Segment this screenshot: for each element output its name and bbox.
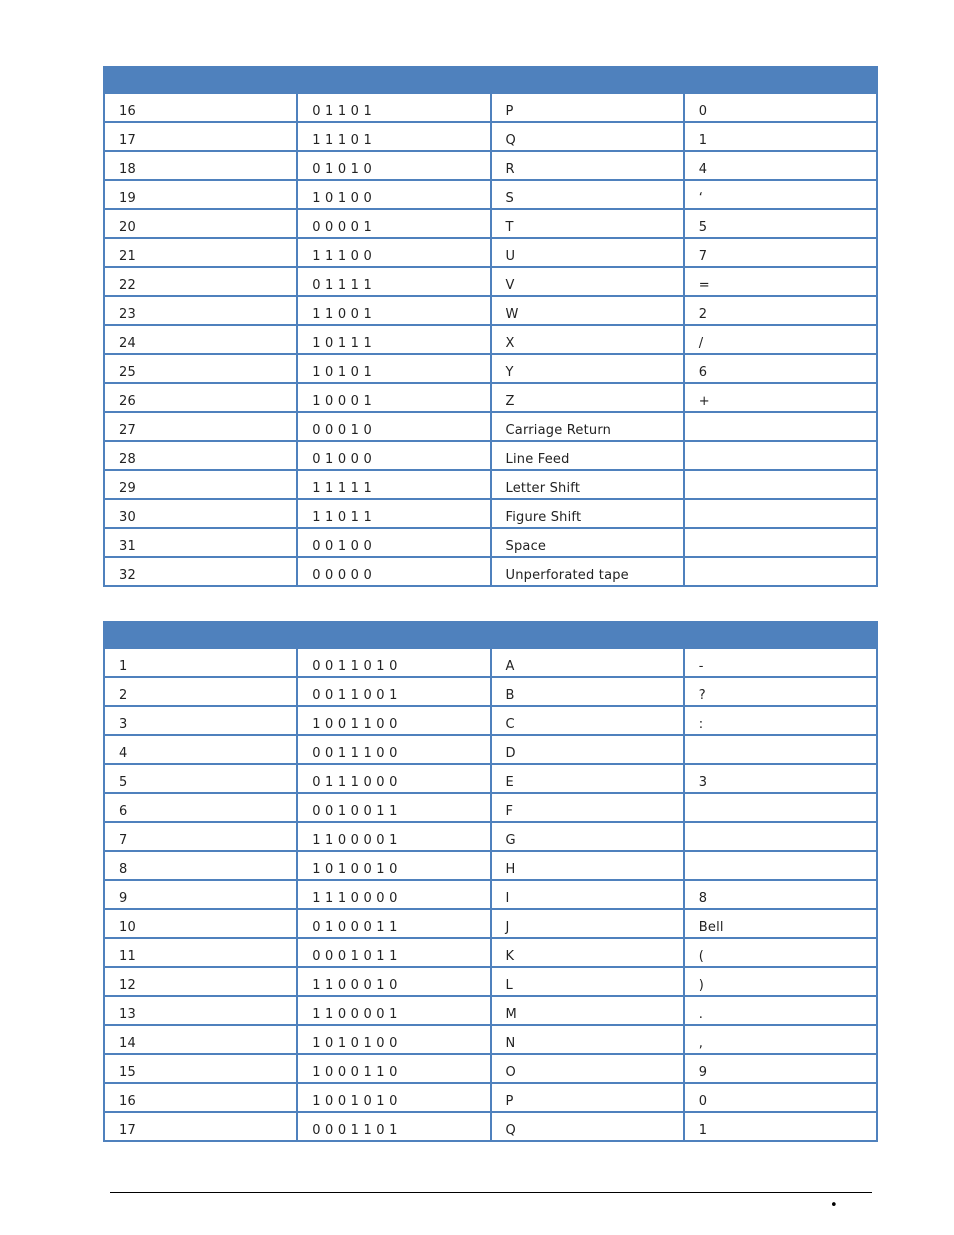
number-cell: 10 bbox=[104, 909, 297, 938]
code-cell: 0 0 1 1 0 0 1 bbox=[297, 677, 490, 706]
code-cell: 1 0 0 1 1 0 0 bbox=[297, 706, 490, 735]
table-row bbox=[104, 648, 877, 677]
letter-cell: F bbox=[491, 793, 684, 822]
code-cell: 1 1 0 1 1 bbox=[297, 499, 490, 528]
footer-bullet: • bbox=[830, 1198, 838, 1213]
figure-cell: ‘ bbox=[684, 180, 877, 209]
letter-cell: I bbox=[491, 880, 684, 909]
table-row bbox=[104, 325, 877, 354]
header-cell bbox=[684, 67, 877, 93]
code-cell: 0 0 0 0 0 bbox=[297, 557, 490, 586]
number-cell: 11 bbox=[104, 938, 297, 967]
header-cell bbox=[297, 67, 490, 93]
number-cell: 16 bbox=[104, 1083, 297, 1112]
figure-cell: . bbox=[684, 996, 877, 1025]
number-cell: 26 bbox=[104, 383, 297, 412]
letter-cell: Q bbox=[491, 122, 684, 151]
code-cell: 1 0 1 0 0 bbox=[297, 180, 490, 209]
code-cell: 0 1 1 1 1 bbox=[297, 267, 490, 296]
letter-cell: A bbox=[491, 648, 684, 677]
figure-cell: ? bbox=[684, 677, 877, 706]
figure-cell bbox=[684, 793, 877, 822]
code-cell: 0 1 0 0 0 1 1 bbox=[297, 909, 490, 938]
letter-cell: K bbox=[491, 938, 684, 967]
code-cell: 1 1 0 0 1 bbox=[297, 296, 490, 325]
code-cell: 0 0 0 1 0 1 1 bbox=[297, 938, 490, 967]
table-row bbox=[104, 880, 877, 909]
table-row bbox=[104, 470, 877, 499]
table-row bbox=[104, 383, 877, 412]
table-row bbox=[104, 296, 877, 325]
figure-cell: + bbox=[684, 383, 877, 412]
letter-cell: Y bbox=[491, 354, 684, 383]
figure-cell bbox=[684, 412, 877, 441]
letter-cell: E bbox=[491, 764, 684, 793]
letter-cell: H bbox=[491, 851, 684, 880]
figure-cell bbox=[684, 557, 877, 586]
code-cell: 1 0 1 0 0 1 0 bbox=[297, 851, 490, 880]
code-cell: 1 0 1 0 1 bbox=[297, 354, 490, 383]
code-cell: 0 0 1 0 0 1 1 bbox=[297, 793, 490, 822]
code-table-2-body bbox=[104, 622, 877, 1141]
table-row bbox=[104, 909, 877, 938]
figure-cell: Bell bbox=[684, 909, 877, 938]
letter-cell: Space bbox=[491, 528, 684, 557]
number-cell: 13 bbox=[104, 996, 297, 1025]
number-cell: 1 bbox=[104, 648, 297, 677]
letter-cell: P bbox=[491, 1083, 684, 1112]
code-cell: 1 1 0 0 0 0 1 bbox=[297, 996, 490, 1025]
letter-cell: J bbox=[491, 909, 684, 938]
figure-cell: 3 bbox=[684, 764, 877, 793]
code-cell: 1 0 1 0 1 0 0 bbox=[297, 1025, 490, 1054]
number-cell: 21 bbox=[104, 238, 297, 267]
figure-cell bbox=[684, 735, 877, 764]
table-row bbox=[104, 851, 877, 880]
figure-cell: - bbox=[684, 648, 877, 677]
letter-cell: L bbox=[491, 967, 684, 996]
code-cell: 1 1 0 0 0 1 0 bbox=[297, 967, 490, 996]
letter-cell: Carriage Return bbox=[491, 412, 684, 441]
code-cell: 0 0 1 1 1 0 0 bbox=[297, 735, 490, 764]
code-cell: 1 0 1 1 1 bbox=[297, 325, 490, 354]
code-cell: 1 1 1 0 0 0 0 bbox=[297, 880, 490, 909]
table-row bbox=[104, 1054, 877, 1083]
figure-cell: 2 bbox=[684, 296, 877, 325]
table-row bbox=[104, 412, 877, 441]
table-row bbox=[104, 499, 877, 528]
figure-cell: 1 bbox=[684, 1112, 877, 1141]
letter-cell: Figure Shift bbox=[491, 499, 684, 528]
number-cell: 16 bbox=[104, 93, 297, 122]
code-cell: 0 1 0 0 0 bbox=[297, 441, 490, 470]
number-cell: 2 bbox=[104, 677, 297, 706]
figure-cell: 5 bbox=[684, 209, 877, 238]
letter-cell: D bbox=[491, 735, 684, 764]
number-cell: 8 bbox=[104, 851, 297, 880]
header-cell bbox=[491, 622, 684, 648]
letter-cell: P bbox=[491, 93, 684, 122]
figure-cell: 0 bbox=[684, 93, 877, 122]
figure-cell: 6 bbox=[684, 354, 877, 383]
table-row bbox=[104, 996, 877, 1025]
figure-cell: 4 bbox=[684, 151, 877, 180]
table-row bbox=[104, 180, 877, 209]
letter-cell: N bbox=[491, 1025, 684, 1054]
code-cell: 1 1 1 1 1 bbox=[297, 470, 490, 499]
number-cell: 32 bbox=[104, 557, 297, 586]
code-cell: 0 0 0 0 1 bbox=[297, 209, 490, 238]
code-cell: 0 1 1 1 0 0 0 bbox=[297, 764, 490, 793]
figure-cell: 8 bbox=[684, 880, 877, 909]
code-table-2 bbox=[103, 621, 878, 1142]
code-cell: 1 1 1 0 1 bbox=[297, 122, 490, 151]
figure-cell bbox=[684, 470, 877, 499]
letter-cell: M bbox=[491, 996, 684, 1025]
figure-cell bbox=[684, 822, 877, 851]
figure-cell: 9 bbox=[684, 1054, 877, 1083]
number-cell: 6 bbox=[104, 793, 297, 822]
letter-cell: V bbox=[491, 267, 684, 296]
figure-cell: / bbox=[684, 325, 877, 354]
letter-cell: Q bbox=[491, 1112, 684, 1141]
footer-rule bbox=[110, 1192, 872, 1193]
code-cell: 1 0 0 0 1 1 0 bbox=[297, 1054, 490, 1083]
letter-cell: B bbox=[491, 677, 684, 706]
table-row bbox=[104, 267, 877, 296]
figure-cell: : bbox=[684, 706, 877, 735]
code-cell: 1 0 0 0 1 bbox=[297, 383, 490, 412]
number-cell: 4 bbox=[104, 735, 297, 764]
header-cell bbox=[104, 622, 297, 648]
figure-cell bbox=[684, 851, 877, 880]
code-table-1-body bbox=[104, 67, 877, 586]
table-row bbox=[104, 764, 877, 793]
table-row bbox=[104, 354, 877, 383]
table-row bbox=[104, 1112, 877, 1141]
table-header-row bbox=[104, 67, 877, 93]
code-cell: 0 0 0 1 0 bbox=[297, 412, 490, 441]
header-cell bbox=[491, 67, 684, 93]
letter-cell: C bbox=[491, 706, 684, 735]
code-cell: 0 1 1 0 1 bbox=[297, 93, 490, 122]
header-cell bbox=[684, 622, 877, 648]
letter-cell: Letter Shift bbox=[491, 470, 684, 499]
table-header-row bbox=[104, 622, 877, 648]
letter-cell: X bbox=[491, 325, 684, 354]
table-row bbox=[104, 441, 877, 470]
table-row bbox=[104, 938, 877, 967]
number-cell: 15 bbox=[104, 1054, 297, 1083]
header-cell bbox=[104, 67, 297, 93]
table-row bbox=[104, 793, 877, 822]
code-cell: 1 0 0 1 0 1 0 bbox=[297, 1083, 490, 1112]
letter-cell: U bbox=[491, 238, 684, 267]
figure-cell bbox=[684, 441, 877, 470]
number-cell: 12 bbox=[104, 967, 297, 996]
figure-cell: 1 bbox=[684, 122, 877, 151]
number-cell: 30 bbox=[104, 499, 297, 528]
letter-cell: T bbox=[491, 209, 684, 238]
number-cell: 17 bbox=[104, 122, 297, 151]
letter-cell: S bbox=[491, 180, 684, 209]
number-cell: 19 bbox=[104, 180, 297, 209]
letter-cell: Unperforated tape bbox=[491, 557, 684, 586]
table-row bbox=[104, 528, 877, 557]
code-cell: 0 0 1 1 0 1 0 bbox=[297, 648, 490, 677]
figure-cell: , bbox=[684, 1025, 877, 1054]
number-cell: 25 bbox=[104, 354, 297, 383]
letter-cell: O bbox=[491, 1054, 684, 1083]
table-row bbox=[104, 151, 877, 180]
code-table-1 bbox=[103, 66, 878, 587]
table-row bbox=[104, 677, 877, 706]
letter-cell: G bbox=[491, 822, 684, 851]
number-cell: 5 bbox=[104, 764, 297, 793]
code-cell: 1 1 0 0 0 0 1 bbox=[297, 822, 490, 851]
figure-cell bbox=[684, 499, 877, 528]
number-cell: 14 bbox=[104, 1025, 297, 1054]
number-cell: 9 bbox=[104, 880, 297, 909]
number-cell: 24 bbox=[104, 325, 297, 354]
number-cell: 28 bbox=[104, 441, 297, 470]
number-cell: 22 bbox=[104, 267, 297, 296]
figure-cell: ( bbox=[684, 938, 877, 967]
number-cell: 18 bbox=[104, 151, 297, 180]
number-cell: 29 bbox=[104, 470, 297, 499]
figure-cell: = bbox=[684, 267, 877, 296]
figure-cell: 7 bbox=[684, 238, 877, 267]
table-row bbox=[104, 557, 877, 586]
number-cell: 23 bbox=[104, 296, 297, 325]
table-row bbox=[104, 122, 877, 151]
code-cell: 0 0 0 1 1 0 1 bbox=[297, 1112, 490, 1141]
table-row bbox=[104, 93, 877, 122]
figure-cell: ) bbox=[684, 967, 877, 996]
table-row bbox=[104, 706, 877, 735]
figure-cell: 0 bbox=[684, 1083, 877, 1112]
number-cell: 31 bbox=[104, 528, 297, 557]
letter-cell: R bbox=[491, 151, 684, 180]
number-cell: 7 bbox=[104, 822, 297, 851]
table-row bbox=[104, 967, 877, 996]
letter-cell: Line Feed bbox=[491, 441, 684, 470]
figure-cell bbox=[684, 528, 877, 557]
table-row bbox=[104, 822, 877, 851]
number-cell: 17 bbox=[104, 1112, 297, 1141]
table-row bbox=[104, 209, 877, 238]
code-cell: 0 1 0 1 0 bbox=[297, 151, 490, 180]
code-cell: 0 0 1 0 0 bbox=[297, 528, 490, 557]
number-cell: 20 bbox=[104, 209, 297, 238]
table-row bbox=[104, 238, 877, 267]
header-cell bbox=[297, 622, 490, 648]
code-cell: 1 1 1 0 0 bbox=[297, 238, 490, 267]
table-row bbox=[104, 1083, 877, 1112]
number-cell: 3 bbox=[104, 706, 297, 735]
table-row bbox=[104, 1025, 877, 1054]
number-cell: 27 bbox=[104, 412, 297, 441]
letter-cell: W bbox=[491, 296, 684, 325]
table-row bbox=[104, 735, 877, 764]
letter-cell: Z bbox=[491, 383, 684, 412]
